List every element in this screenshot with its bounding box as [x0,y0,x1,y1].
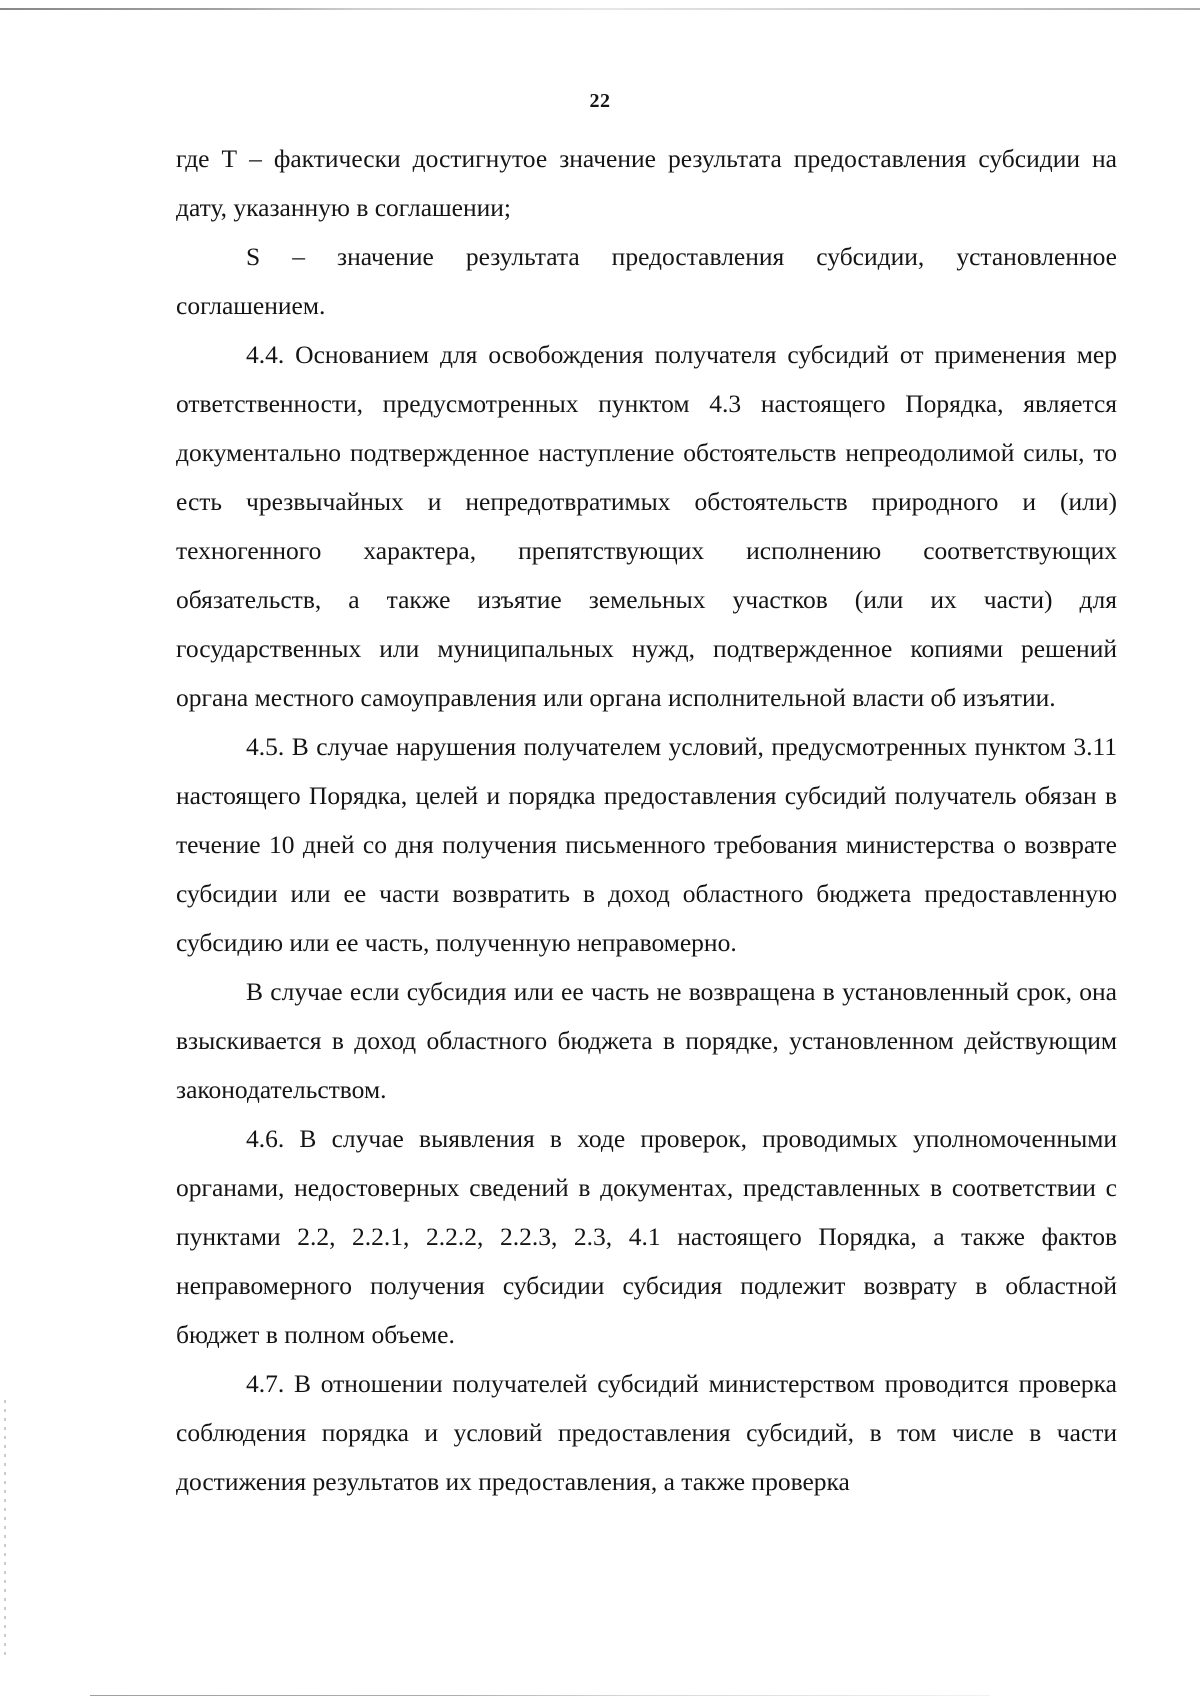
paragraph-formula-definition-t: где Т – фактически достигнутое значение результата предоставления субсидии на дату, указанную в соглашении; [176,144,1117,222]
paragraph-4-4: 4.4. Основанием для освобождения получателя субсидий от применения мер ответственности, предусмотренных пунктом 4.3 настоящего Порядка, является документально подтвержденное наступление обстоятельств непреодолимой силы, то есть чрезвычайных и непредотвратимых обстоятельств природного и (или) техногенного характера, препятствующих исполнению соответствующих обязательств, а также изъятие земельных участков (или их части) для государственных или муниципальных нужд, подтвержденное копиями решений органа местного самоуправления или органа исполнительной власти об изъятии. [176,340,1117,712]
paragraph-4-6: 4.6. В случае выявления в ходе проверок, проводимых уполномоченными органами, недостоверных сведений в документах, представленных в соответствии с пунктами 2.2, 2.2.1, 2.2.2, 2.2.3, 2.3, 4.1 настоящего Порядка, а также фактов неправомерного получения субсидии субсидия подлежит возврату в областной бюджет в полном объеме. [176,1124,1117,1349]
paragraph-4-7: 4.7. В отношении получателей субсидий министерством проводится проверка соблюдения порядка и условий предоставления субсидий, в том числе в части достижения результатов их предоставления, а также проверка [176,1369,1117,1496]
paragraph-formula-definition-s: S – значение результата предоставления субсидии, установленное соглашением. [176,242,1117,320]
document-body [176,134,1117,1506]
scan-left-edge-noise [4,1400,6,1660]
page-number: 22 [589,90,611,112]
scan-top-edge [0,8,1200,10]
paragraph-4-5: 4.5. В случае нарушения получателем условий, предусмотренных пунктом 3.11 настоящего Порядка, целей и порядка предоставления субсидий получатель обязан в течение 10 дней со дня получения письменного требования министерства о возврате субсидии или ее части возвратить в доход областного бюджета предоставленную субсидию или ее часть, полученную неправомерно. [176,732,1117,957]
paragraph-4-5-continued: В случае если субсидия или ее часть не возвращена в установленный срок, она взыскивается в доход областного бюджета в порядке, установленном действующим законодательством. [176,977,1117,1104]
scan-bottom-edge [90,1695,990,1696]
